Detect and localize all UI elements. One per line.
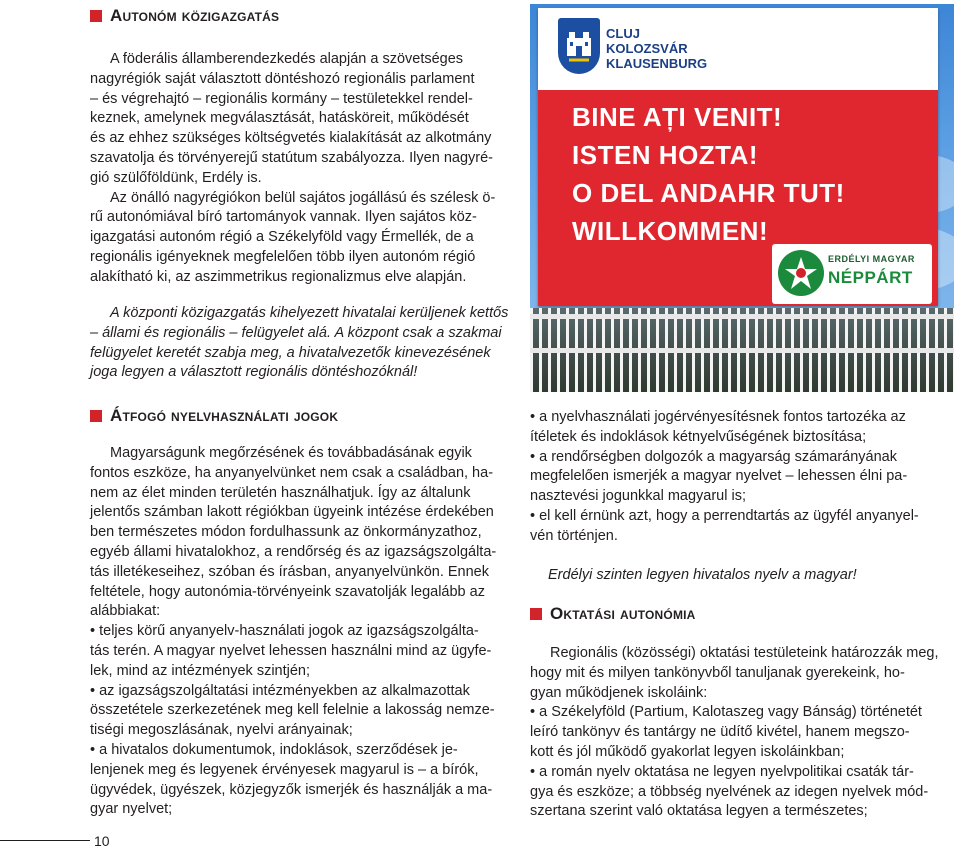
city-names — [606, 26, 707, 71]
bullet-item: • az igazságszolgáltatási intézményekben az alkalmazottak — [90, 683, 470, 699]
text-line: fontos eszköze, ha anyanyelvünket nem csak a családban, ha- — [90, 464, 494, 481]
city-crest-icon — [558, 18, 600, 74]
section-title: Oktatási autonómia — [550, 604, 696, 623]
text-line: nasztevési jogunkkal magyarul is; — [530, 488, 746, 505]
footer-rule — [0, 840, 90, 841]
text-line: leíró tankönyv és tantárgy ne üdítő kivétel, hanem megszo- — [530, 724, 910, 741]
right-column-italic — [548, 566, 954, 586]
bullet-item: • a román nyelv oktatása ne legyen nyelvpolitikai csaták tár- — [530, 764, 914, 780]
text-line: felügyelet keretét szabja meg, a hivatalvezetők kinevezésének — [90, 344, 491, 361]
text-line: keznek, amelynek megválasztását, hatásköreit, működését — [90, 110, 469, 127]
city-name-line: KLAUSENBURG — [606, 56, 708, 71]
text-line: gya és eszköze; a többség nyelvének az idegen nyelvek mód- — [530, 783, 929, 800]
text-line: ítéletek és indoklások kétnyelvűségének biztosítása; — [530, 428, 867, 445]
text-line: igazgatási autonóm régió a Székelyföld vagy Érmellék, de a — [90, 229, 474, 246]
city-name-line: CLUJ — [606, 26, 640, 41]
bullet-item: • teljes körű anyanyelv-használati jogok az igazságszolgálta- — [90, 623, 479, 639]
autonom-paragraph — [90, 50, 510, 288]
atfogo-paragraph — [90, 444, 510, 820]
city-name-line: KOLOZSVÁR — [606, 41, 688, 56]
text-line: tiségi megoszlásának, nyelvi arányainak; — [90, 722, 353, 739]
text-line: megfelelően ismerjék a magyar nyelvet – lehessen élni pa- — [530, 468, 908, 485]
text-line: Erdélyi szinten legyen hivatalos nyelv a magyar! — [548, 567, 857, 583]
page-number: 10 — [94, 833, 110, 849]
red-square-icon — [90, 10, 102, 22]
red-square-icon — [530, 608, 542, 620]
text-line: és az ehhez szükséges költségvetés kialakítását az alkotmány — [90, 130, 492, 147]
right-column-list — [530, 408, 954, 547]
text-line: alábbiakat: — [90, 603, 161, 620]
bullet-item: • a nyelvhasználati jogérvényesítésnek fontos tartozéka az — [530, 409, 906, 425]
text-line: nem az élet minden területén használhatjuk. Így az általunk — [90, 484, 471, 501]
text-line: – állami és regionális – felügyelet alá. A központ csak a szakmai — [90, 324, 502, 341]
text-line: rű autonómiával bíró tartományok vannak. Ilyen sajátos köz- — [90, 209, 477, 226]
red-square-icon — [90, 410, 102, 422]
fence — [530, 308, 954, 392]
text-line: lek, mind az intézmények szintjén; — [90, 662, 311, 679]
text-line: Regionális (közösségi) oktatási testületeink határozzák meg, — [550, 645, 939, 661]
welcome-text — [572, 98, 845, 250]
text-line: szertana szerint való oktatása legyen a természetes; — [530, 803, 868, 820]
bullet-item: • el kell érnünk azt, hogy a perrendtartás az ügyfél anyanyel- — [530, 508, 919, 524]
text-line: összetétele szerkezetének meg kell felelnie a lakosság nemze- — [90, 702, 495, 719]
text-line: tás terén. A magyar nyelvet lehessen használni mind az ügyfe- — [90, 642, 492, 659]
section-title: Autonóm közigazgatás — [110, 6, 280, 25]
text-line: A föderális államberendezkedés alapján a szövetséges — [110, 51, 464, 67]
text-line: lenjenek meg és legyenek érvényesek magyarul is – a bírók, — [90, 761, 479, 778]
text-line: tás illetékeseihez, szóban és írásban, anyanyelvünkön. Ennek — [90, 563, 489, 580]
text-line: A központi közigazgatás kihelyezett hivatalai kerüljenek kettős — [110, 305, 509, 321]
text-line: regionális igényeknek megfelelően több ilyen autonóm régió — [90, 248, 476, 265]
text-line: hogy mit és milyen tankönyvből tanuljanak gyerekeink, ho- — [530, 664, 905, 681]
text-line: gyar nyelvet; — [90, 801, 173, 818]
section-heading-oktatasi — [530, 604, 696, 624]
billboard — [538, 8, 938, 306]
text-line: nagyrégiók saját választott döntéshozó regionális parlament — [90, 70, 475, 87]
text-line: vén történjen. — [530, 527, 618, 544]
oktatasi-paragraph — [530, 644, 954, 822]
welcome-line: BINE AȚI VENIT! — [572, 102, 783, 132]
party-logo-panel — [772, 244, 932, 304]
text-line: Az önálló nagyrégiókon belül sajátos jogállású és szélesk ö- — [110, 189, 496, 206]
text-line: kott és jól működő gyakorlat legyen iskoláinkban; — [530, 743, 845, 760]
welcome-line: ISTEN HOZTA! — [572, 140, 759, 170]
party-name-line: ERDÉLYI MAGYAR — [828, 254, 915, 264]
text-line: gió szülőföldünk, Erdély is. — [90, 169, 262, 186]
text-line: ben természetes módon fordulhassunk az önkormányzathoz, — [90, 524, 482, 541]
text-line: jelentős számban lakott régiókban ügyeink intézése érdekében — [90, 504, 494, 521]
text-line: joga legyen a választott regionális döntéshozóknál! — [90, 364, 418, 381]
text-line: Magyarságunk megőrzésének és továbbadásának egyik — [110, 445, 472, 461]
text-line: ügyvédek, ügyészek, közjegyzők ismerjék és használják a ma- — [90, 781, 493, 798]
text-line: szavatolja és törvényerejű statútum szabályozza. Ilyen nagyré- — [90, 149, 493, 166]
text-line: egyéb állami hivatalokhoz, a rendőrség és az igazságszolgálta- — [90, 543, 497, 560]
section-heading-autonom — [90, 6, 279, 26]
party-star-icon — [778, 250, 824, 296]
party-name-main: NÉPPÁRT — [828, 268, 913, 287]
bullet-item: • a hivatalos dokumentumok, indoklások, szerződések je- — [90, 742, 458, 758]
welcome-line: WILLKOMMEN! — [572, 216, 769, 246]
bullet-item: • a Székelyföld (Partium, Kalotaszeg vagy Bánság) történetét — [530, 704, 922, 720]
welcome-billboard-photo — [530, 4, 954, 392]
text-line: – és végrehajtó – regionális kormány – testületekkel rendel- — [90, 90, 473, 107]
bullet-item: • a rendőrségben dolgozók a magyarság számarányának — [530, 449, 897, 465]
text-line: alakítható ki, az aszimmetrikus regionalizmus elve alapján. — [90, 268, 467, 285]
section-title: Átfogó nyelvhasználati jogok — [110, 406, 339, 425]
text-line: feltétele, hogy autonómia-törvényeink szavatolják legalább az — [90, 583, 485, 600]
welcome-line: O DEL ANDAHR TUT! — [572, 178, 845, 208]
section-heading-atfogo — [90, 406, 338, 426]
autonom-italic-paragraph — [90, 304, 510, 383]
text-line: gyan működjenek iskoláink: — [530, 684, 708, 701]
